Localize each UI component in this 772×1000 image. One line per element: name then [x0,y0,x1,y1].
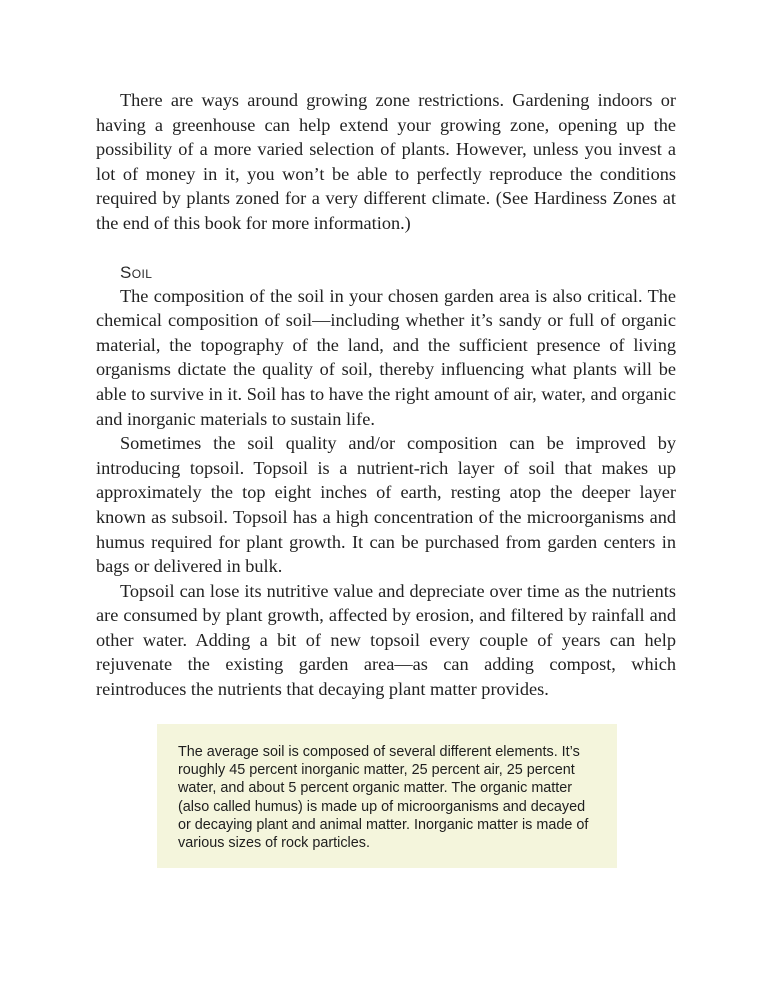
sidebar-text: The average soil is composed of several different elements. It’s roughly 45 percent inorganic matter, 25 percent air, 25 percent water, and about 5 percent organic matter. The organic matter (also called humus) is made up of microorganisms and decayed or decaying plant and animal matter. Inorganic matter is made of various sizes of rock particles. [178,744,589,852]
soil-paragraph-3: Topsoil can lose its nutritive value and depreciate over time as the nutrients are consumed by plant growth, affected by erosion, and filtered by rainfall and other water. Adding a bit of new topsoil every couple of years can help rejuvenate the existing garden area—as can adding compost, which reintroduces the nutrients that decaying plant matter provides. [96,580,676,700]
soil-paragraph-1: The composition of the soil in your chosen garden area is also critical. The chemical composition of soil—including whether it’s sandy or full of organic material, the topography of the land, and the sufficient presence of living organisms dictate the quality of soil, thereby influencing what plants will be able to survive in it. Soil has to have the right amount of air, water, and organic and inorganic materials to sustain life. [96,285,676,429]
section-heading: Soil [120,262,153,282]
sidebar-box [157,724,617,868]
soil-paragraph-2: Sometimes the soil quality and/or composition can be improved by introducing topsoil. Topsoil is a nutrient-rich layer of soil that makes up approximately the top eight inches of earth, resting atop the deeper layer known as subsoil. Topsoil has a high concentration of the microorganisms and humus required for plant growth. It can be purchased from garden centers in bags or delivered in bulk. [96,433,676,577]
intro-paragraph: There are ways around growing zone restrictions. Gardening indoors or having a greenhouse can help extend your growing zone, opening up the possibility of a more varied selection of plants. However, unless you invest a lot of money in it, you won’t be able to perfectly reproduce the conditions required by plants zoned for a very different climate. (See Hardiness Zones at the end of this book for more information.) [96,90,676,233]
page-body [96,88,676,702]
